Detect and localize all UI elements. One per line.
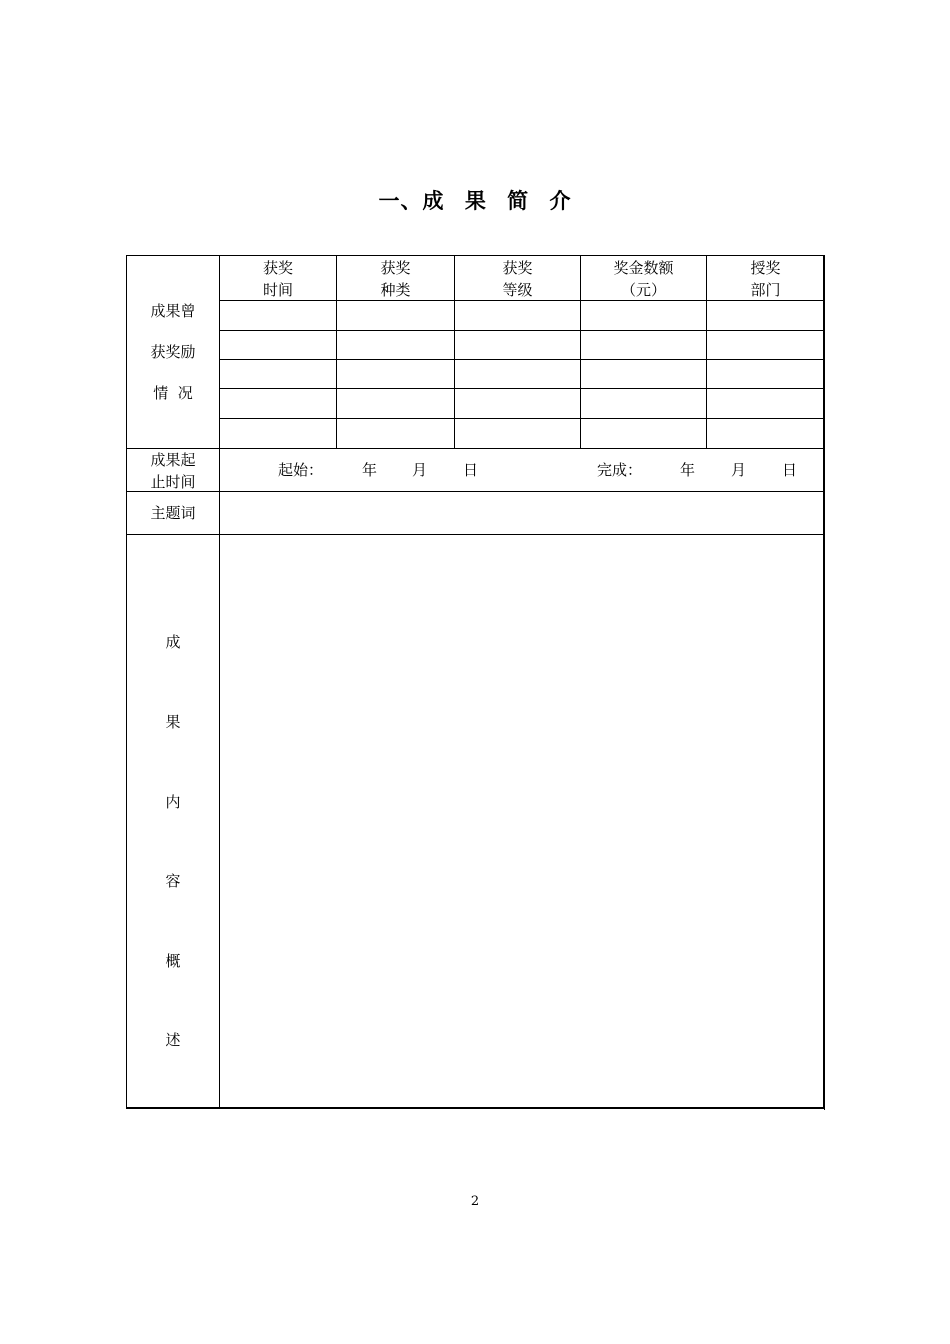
finish-month-unit: 月 xyxy=(731,461,747,479)
award-cell[interactable] xyxy=(337,331,454,359)
award-cell[interactable] xyxy=(337,301,454,330)
award-cell[interactable] xyxy=(220,301,336,330)
summary-label-char: 内 xyxy=(165,793,181,811)
award-cell[interactable] xyxy=(220,389,336,418)
award-cell[interactable] xyxy=(581,360,706,388)
award-cell[interactable] xyxy=(220,360,336,388)
finish-year-unit: 年 xyxy=(680,461,696,479)
summary-label-char: 果 xyxy=(165,713,181,731)
keywords-label: 主题词 xyxy=(150,504,196,522)
award-cell[interactable] xyxy=(707,301,824,330)
award-cell[interactable] xyxy=(337,419,454,448)
award-cell[interactable] xyxy=(707,419,824,448)
header-award-time: 获奖 时间 xyxy=(262,259,293,299)
award-cell[interactable] xyxy=(581,389,706,418)
award-cell[interactable] xyxy=(455,360,580,388)
awards-row-label: 成果曾 获奖励 情 况 xyxy=(150,302,196,402)
award-cell[interactable] xyxy=(707,331,824,359)
award-cell[interactable] xyxy=(707,389,824,418)
start-day-unit: 日 xyxy=(463,461,479,479)
summary-content-field[interactable] xyxy=(220,535,824,1108)
award-cell[interactable] xyxy=(220,419,336,448)
award-cell[interactable] xyxy=(337,360,454,388)
award-cell[interactable] xyxy=(455,389,580,418)
finish-label: 完成： xyxy=(597,461,643,479)
summary-label-char: 述 xyxy=(165,1031,181,1049)
summary-label-char: 成 xyxy=(165,633,181,651)
award-cell[interactable] xyxy=(337,389,454,418)
summary-label-char: 容 xyxy=(165,872,181,890)
page-title: 一、成 果 简 介 xyxy=(378,189,572,213)
summary-label-char: 概 xyxy=(165,952,181,970)
finish-day-unit: 日 xyxy=(782,461,798,479)
table-border-bottom xyxy=(126,1108,825,1109)
award-cell[interactable] xyxy=(581,301,706,330)
award-cell[interactable] xyxy=(455,419,580,448)
header-award-type: 获奖 种类 xyxy=(380,259,411,299)
section-divider xyxy=(126,448,824,449)
award-cell[interactable] xyxy=(581,419,706,448)
start-year-unit: 年 xyxy=(362,461,378,479)
award-cell[interactable] xyxy=(220,331,336,359)
award-cell[interactable] xyxy=(455,331,580,359)
award-cell[interactable] xyxy=(455,301,580,330)
start-label: 起始： xyxy=(278,461,324,479)
header-award-level: 获奖 等级 xyxy=(502,259,533,299)
award-cell[interactable] xyxy=(581,331,706,359)
period-label: 成果起 止时间 xyxy=(150,451,196,491)
table-border-right xyxy=(824,255,825,1110)
start-month-unit: 月 xyxy=(412,461,428,479)
header-awarding-department: 授奖 部门 xyxy=(750,259,781,299)
header-prize-amount: 奖金数额 （元） xyxy=(613,259,674,299)
keywords-field[interactable] xyxy=(220,492,824,534)
page-number: 2 xyxy=(470,1194,480,1209)
award-cell[interactable] xyxy=(707,360,824,388)
